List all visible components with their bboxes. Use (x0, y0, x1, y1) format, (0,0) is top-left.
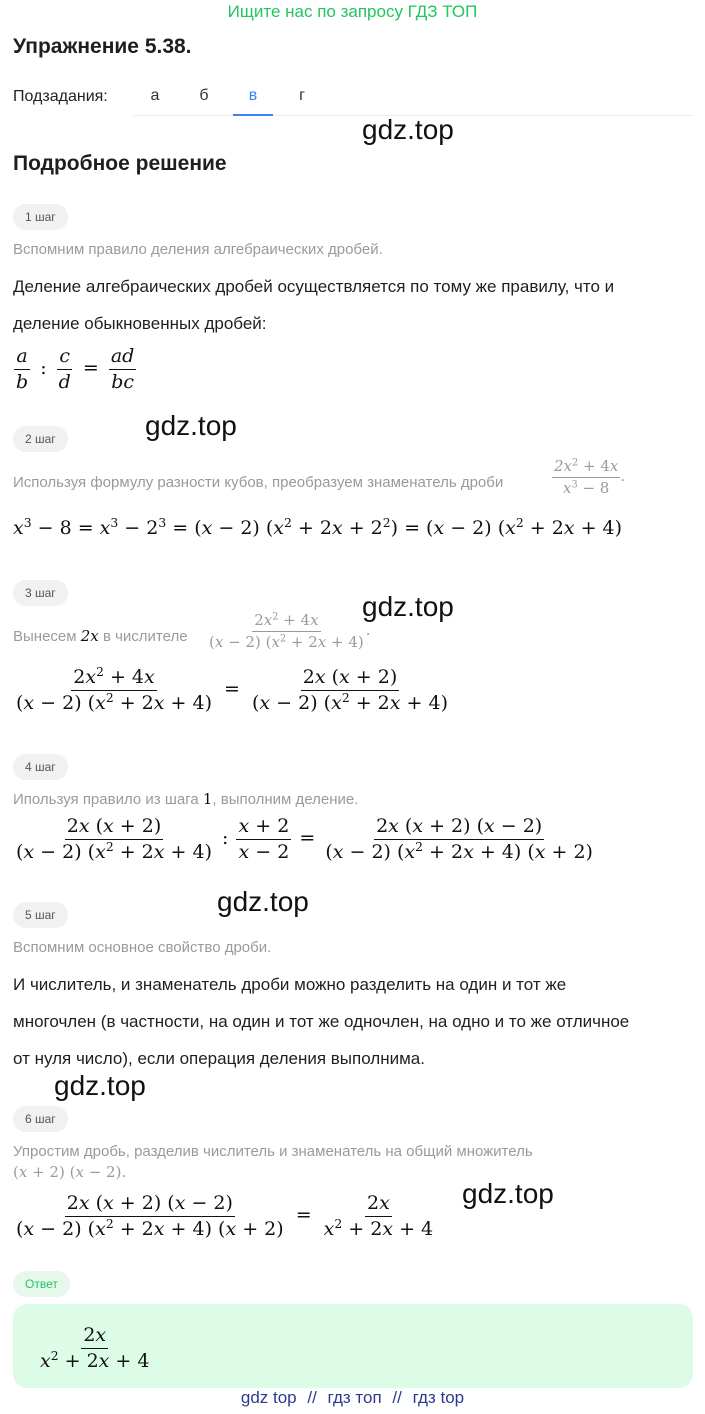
formula-hint-fraction: $\frac{2x^2 + 4x}{x^3 - 8}$ . (554, 457, 626, 497)
watermark: gdz.top (462, 1178, 554, 1209)
step-text-5-line2: многочлен (в частности, на один и тот же одночлен, на одно и то же отличное (13, 1012, 630, 1031)
step-badge-2: 2 шаг (13, 426, 68, 452)
step-text-5-line1: И числитель, и знаменатель дроби можно разделить на один и тот же (13, 975, 567, 994)
footer-separator: // (307, 1388, 317, 1407)
watermark: gdz.top (54, 1070, 146, 1101)
step-hint-2: Используя формулу разности кубов, преобразуем знаменатель дроби (13, 474, 504, 491)
watermark: gdz.top (362, 591, 454, 622)
step-hint-5: Вспомним основное свойство дроби. (13, 939, 272, 956)
formula-division-rule: $\frac{a}{b}$ : $\frac{c}{d}$ = $\frac{ad}{bc}$ (16, 345, 135, 393)
step-hint-4: Ипользуя правило из шага 1, выполним деление. (13, 790, 359, 808)
step-hint-6: Упростим дробь, разделив числитель и знаменатель на общий множитель (13, 1143, 533, 1160)
subtasks-label: Подзадания: (13, 88, 108, 105)
step-badge-5: 5 шаг (13, 902, 68, 928)
answer-badge: Ответ (13, 1271, 70, 1297)
step-badge-1: 1 шаг (13, 204, 68, 230)
formula-simplify: $\frac{2x (x + 2) (x - 2)}{(x - 2) (x^2 + 2x + 4) (x + 2)}$ = $\frac{2x}{x^2 + 2x + 4}$ (16, 1192, 434, 1240)
section-title: Подробное решение (13, 152, 227, 175)
formula-cube-difference: $x^3 - 8 = x^3 - 2^3 = (x - 2) (x^2 + 2x + 2^2) = (x - 2) (x^2 + 2x + 4)$ (13, 516, 623, 539)
footer-link[interactable]: гдз топ (327, 1388, 382, 1407)
watermark: gdz.top (145, 410, 237, 441)
tab-b[interactable]: б (199, 87, 209, 104)
watermark: gdz.top (217, 886, 309, 917)
step-badge-6: 6 шаг (13, 1106, 68, 1132)
tab-v[interactable]: в (233, 84, 273, 116)
tab-g[interactable]: г (299, 87, 305, 104)
formula-factor-out: $\frac{2x^2 + 4x}{(x - 2) (x^2 + 2x + 4)}$ = $\frac{2x (x + 2)}{(x - 2) (x^2 + 2x + 4)}$ (16, 665, 448, 714)
subtask-tabs (133, 84, 693, 116)
formula-hint-factor: (x + 2) (x − 2). (13, 1163, 127, 1181)
top-banner[interactable]: Ищите нас по запросу ГДЗ ТОП (227, 2, 478, 21)
step-text-1-line2: деление обыкновенных дробей: (13, 314, 267, 333)
step-text-5-line3: от нуля число), если операция деления выполнима. (13, 1049, 425, 1068)
step-badge-4: 4 шаг (13, 754, 68, 780)
footer-separator: // (392, 1388, 402, 1407)
page-title: Упражнение 5.38. (13, 35, 192, 58)
formula-hint-fraction-3: $\frac{2x^2 + 4x}{(x - 2) (x^2 + 2x + 4)}$ . (209, 611, 371, 651)
step-hint-1: Вспомним правило деления алгебраических дробей. (13, 241, 383, 258)
formula-division: $\frac{2x (x + 2)}{(x - 2) (x^2 + 2x + 4)}$ : $\frac{x + 2}{x - 2}$ = $\frac{2x (x + 2) (x - 2)}{(x - 2) (x^2 + 2x + 4) (x + 2)}$ (16, 815, 593, 863)
step-hint-3: Вынесем 2x в числителе (13, 627, 188, 645)
step-badge-3: 3 шаг (13, 580, 68, 606)
footer-links (0, 1388, 705, 1408)
answer-formula: $\frac{2x}{x^2 + 2x + 4}$ (40, 1324, 150, 1372)
footer-link[interactable]: гдз top (412, 1388, 465, 1407)
tab-a[interactable]: а (150, 87, 160, 104)
step-text-1-line1: Деление алгебраических дробей осуществляется по тому же правилу, что и (13, 277, 615, 296)
footer-link[interactable]: gdz top (240, 1388, 297, 1407)
watermark: gdz.top (362, 114, 454, 145)
